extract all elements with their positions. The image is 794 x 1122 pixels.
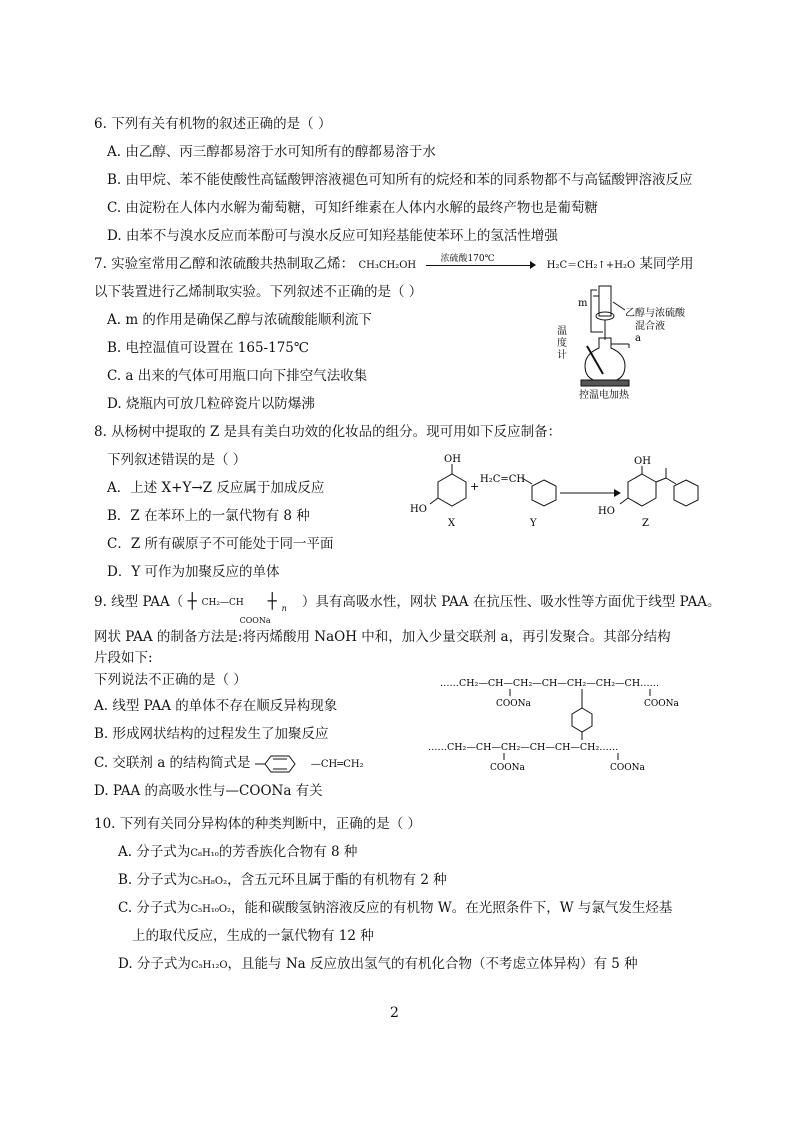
q9-option-d: D. PAA 的高吸水性与—COONa 有关	[94, 783, 323, 799]
q10-a-formula: C₈H₁₀	[190, 848, 219, 859]
q10-option-b	[118, 870, 447, 892]
q10-c-pre: C. 分子式为	[118, 900, 191, 916]
q9-fig-coona-2: COONa	[644, 699, 679, 709]
q8-z-ho: HO	[598, 506, 615, 517]
q10-d-formula: C₅H₁₂O	[190, 960, 228, 971]
q7-condition: 浓硫酸170℃	[440, 253, 495, 264]
q8-x-ho: HO	[410, 504, 427, 515]
q10-stem: 10. 下列有关同分异构体的种类判断中，正确的是（ ）	[94, 816, 422, 832]
q10-c-formula: C₅H₁₀O₂	[190, 904, 232, 915]
q10-c-post: ，能和碳酸氢钠溶液反应的有机物 W。在光照条件下，W 与氯气发生烃基	[231, 900, 673, 916]
q10-b-post: ，含五元环且属于酯的有机物有 2 种	[227, 872, 447, 888]
q7-product: H₂C＝CH₂↑+H₂O	[546, 260, 636, 271]
q9-fig-coona-4: COONa	[610, 763, 645, 773]
q10-b-formula: C₅H₈O₂	[190, 876, 228, 887]
q9-stem-b: ）具有高吸水性，网状 PAA 在抗压性、吸水性等方面优于线型 PAA。	[301, 594, 721, 610]
q8-label-x: X	[448, 518, 456, 529]
q8-z-oh: OH	[634, 456, 651, 467]
q8-label-z: Z	[642, 518, 649, 529]
q7-stem-a: 7. 实验室常用乙醇和浓硫酸共热制取乙烯：	[94, 256, 355, 272]
q9-paa-chain: CH₂—CH	[201, 597, 244, 608]
q10-option-a	[118, 842, 357, 864]
q9-stem-a: 9. 线型 PAA（	[94, 594, 184, 610]
q7-label-m: m	[578, 298, 588, 309]
q8-y-vinyl: H₂C=CH	[480, 474, 526, 485]
q9-stem4: 下列说法不正确的是（ ）	[94, 672, 247, 688]
q9-option-a: A. 线型 PAA 的单体不存在顺反异构现象	[94, 698, 338, 714]
q10-option-c	[118, 898, 672, 920]
q9-stem3: 片段如下:	[94, 650, 153, 666]
q7-label-heater: 控温电加热	[579, 390, 629, 401]
q9-paa-n: n	[281, 603, 287, 613]
q7-stem2: 以下装置进行乙烯制取实验。下列叙述不正确的是（ ）	[94, 284, 423, 300]
q7-reactant: CH₃CH₂OH	[358, 260, 417, 271]
q8-plus: +	[470, 480, 480, 493]
q9-stem	[94, 591, 721, 625]
q8-label-y: Y	[530, 518, 537, 529]
q10-d-post: ，且能与 Na 反应放出氢气的有机化合物（不考虑立体异构）有 5 种	[227, 956, 638, 972]
q9-fig-coona-1: COONa	[496, 699, 531, 709]
q6-option-a: A. 由乙醇、丙三醇都易溶于水可知所有的醇都易溶于水	[107, 144, 436, 160]
q7-label-mix2: 混合液	[635, 321, 665, 332]
q8-option-d: D．Y 可作为加聚反应的单体	[107, 564, 280, 580]
q9-option-c-tail: —CH═CH₂	[310, 759, 364, 770]
q7-label-therm3: 计	[557, 350, 567, 361]
q7-option-b: B. 电控温值可设置在 165-175℃	[107, 340, 309, 356]
q7-label-therm2: 度	[557, 338, 567, 349]
q9-stem2: 网状 PAA 的制备方法是:将丙烯酸用 NaOH 中和，加入少量交联剂 a，再引发聚合。其部分结构	[94, 629, 671, 645]
q8-stem: 8. 从杨树中提取的 Z 是具有美白功效的化妆品的组分。现可用如下反应制备：	[94, 424, 562, 440]
q9-paa-coona: COONa	[239, 615, 271, 625]
q9-fig-top: ……CH₂—CH—CH₂—CH—CH₂—CH₂—CH……	[440, 678, 660, 689]
q9-network-figure	[428, 674, 698, 774]
q7-option-a: A. m 的作用是确保乙醇与浓硫酸能顺利流下	[107, 312, 372, 328]
q8-option-b: B．Z 在苯环上的一氯代物有 8 种	[107, 508, 310, 524]
q8-reaction-figure	[410, 452, 710, 532]
q10-option-d	[118, 954, 638, 976]
q7-stem-b: 某同学用	[635, 256, 694, 272]
q10-a-pre: A. 分子式为	[118, 844, 191, 860]
q7-label-therm1: 温	[557, 326, 567, 337]
q8-stem2: 下列叙述错误的是（ ）	[107, 452, 247, 468]
page-number: 2	[390, 1005, 399, 1021]
q9-option-c-text: C. 交联剂 a 的结构简式是	[94, 755, 251, 771]
q10-a-post: 的芳香族化合物有 8 种	[218, 844, 358, 860]
q7-option-d: D. 烧瓶内可放几粒碎瓷片以防爆沸	[107, 396, 315, 412]
q8-option-c: C．Z 所有碳原子不可能处于同一平面	[107, 536, 334, 552]
q6-option-b: B. 由甲烷、苯不能使酸性高锰酸钾溶液褪色可知所有的烷烃和苯的同系物都不与高锰酸钾溶液反应	[107, 172, 693, 188]
q9-option-c	[94, 753, 364, 775]
q9-option-b: B. 形成网状结构的过程发生了加聚反应	[94, 726, 329, 742]
q9-fig-bottom: ……CH₂—CH—CH₂—CH—CH—CH₂……	[428, 742, 619, 753]
q8-x-oh: OH	[444, 454, 461, 465]
q10-b-pre: B. 分子式为	[118, 872, 191, 888]
q7-option-c: C. a 出来的气体可用瓶口向下排空气法收集	[107, 368, 368, 384]
q6-option-d: D. 由苯不与溴水反应而苯酚可与溴水反应可知羟基能使苯环上的氢活性增强	[107, 228, 558, 244]
q6-stem: 6. 下列有关有机物的叙述正确的是（ ）	[94, 116, 332, 132]
q10-d-pre: D. 分子式为	[118, 956, 191, 972]
q7-label-a: a	[635, 333, 641, 344]
q9-fig-coona-3: COONa	[490, 763, 525, 773]
q7-label-mix1: 乙醇与浓硫酸	[625, 308, 685, 319]
q8-option-a: A．上述 X+Y→Z 反应属于加成反应	[107, 480, 325, 496]
q9-benzene-icon	[255, 754, 311, 774]
q7-reaction-arrow	[426, 253, 536, 272]
q7-stem	[94, 254, 694, 276]
q10-option-c-line2: 上的取代反应，生成的一氯代物有 12 种	[132, 928, 374, 944]
q9-paa-formula: ┼ CH₂—CH ┼ n COONa	[188, 593, 298, 613]
q7-apparatus-figure	[545, 282, 705, 402]
q6-option-c: C. 由淀粉在人体内水解为葡萄糖，可知纤维素在人体内水解的最终产物也是葡萄糖	[107, 200, 598, 216]
